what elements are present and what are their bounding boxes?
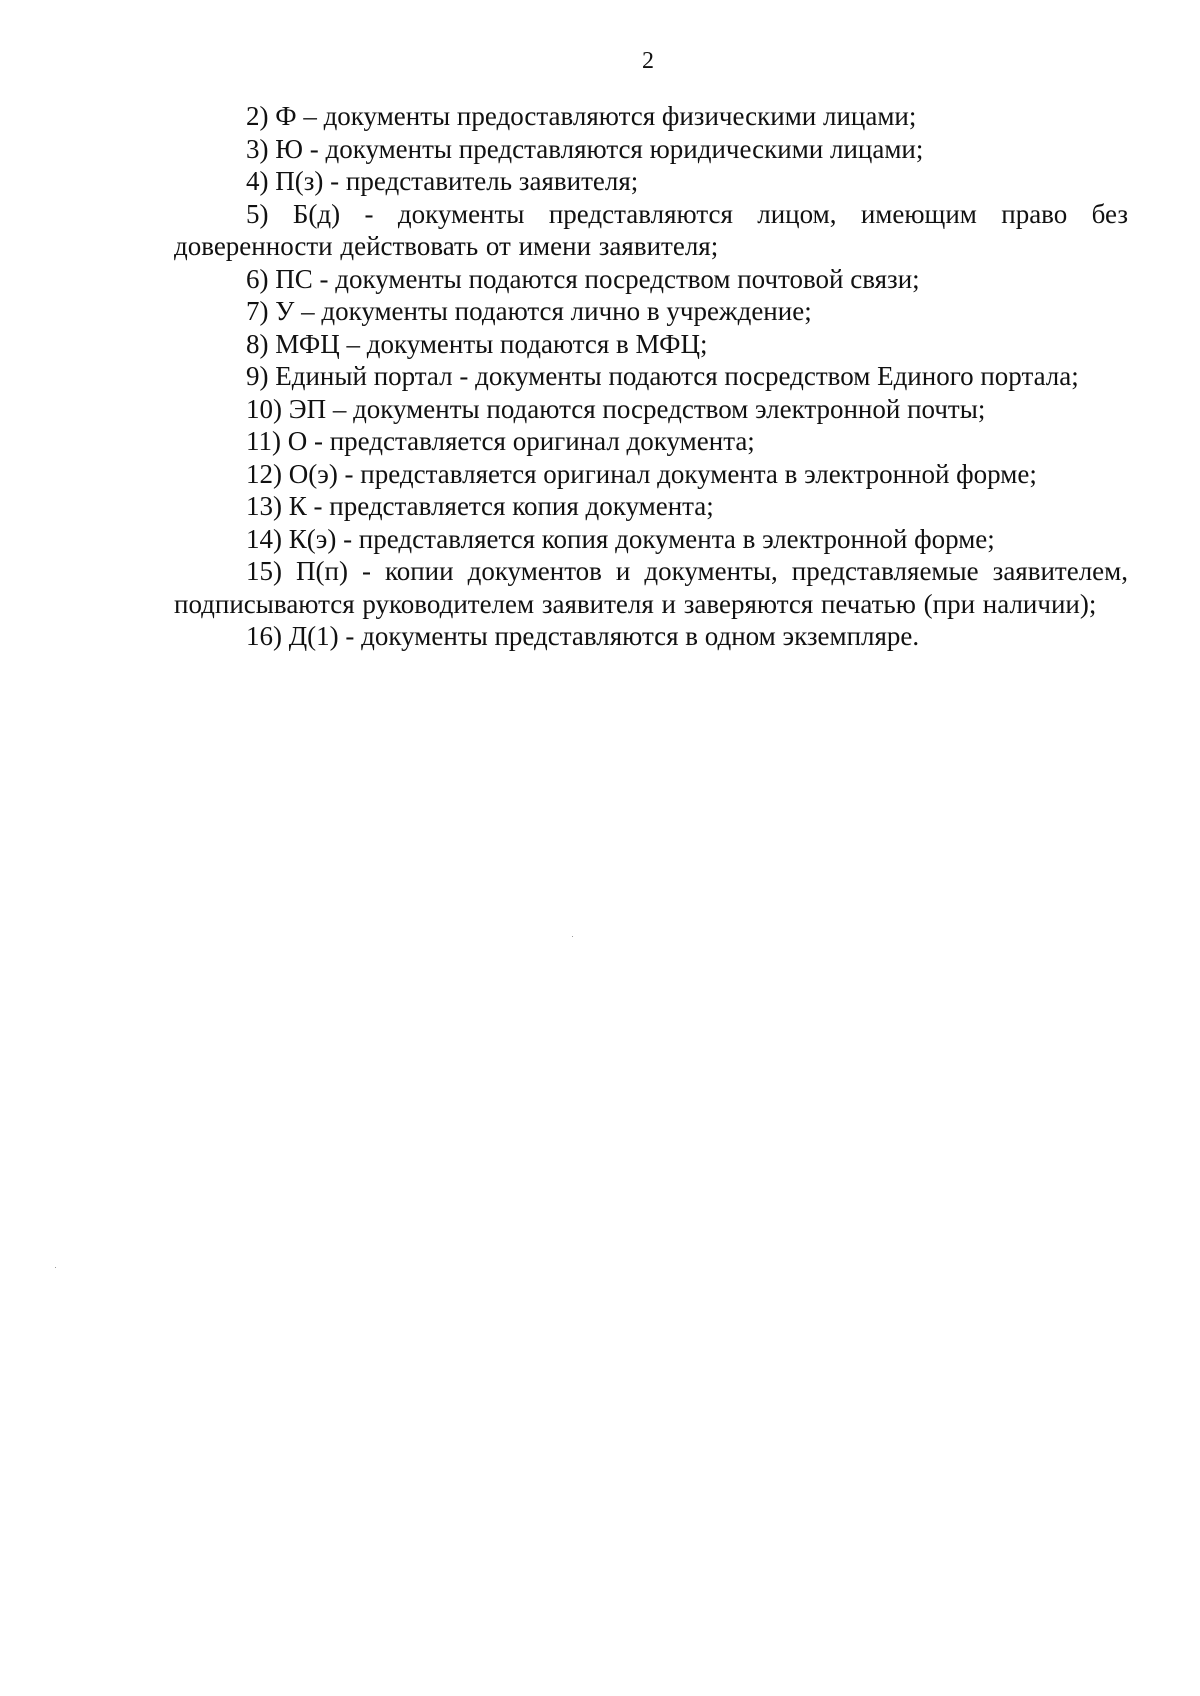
- list-item: 11) О - представляется оригинал документа;: [246, 426, 755, 456]
- list-item: 14) К(э) - представляется копия документа в электронной форме;: [246, 523, 995, 554]
- list-item: 2) Ф – документы предоставляются физическими лицами;: [246, 101, 917, 131]
- list-item: 7) У – документы подаются лично в учреждение;: [246, 296, 812, 326]
- list-item: 12) О(э) - представляется оригинал документа в электронной форме;: [246, 458, 1037, 489]
- list-item: 4) П(з) - представитель заявителя;: [246, 166, 639, 196]
- document-body: [174, 100, 1128, 653]
- list-item: 3) Ю - документы представляются юридическими лицами;: [246, 133, 924, 164]
- list-item: 15) П(п) - копии документов и документы, представляемые заявителем, подписываются руководителем заявителя и заверяются печатью (при наличии);: [174, 556, 1128, 619]
- list-item: 13) К - представляется копия документа;: [246, 491, 714, 521]
- page-number: 2: [642, 48, 654, 74]
- list-item: 9) Единый портал - документы подаются посредством Единого портала;: [246, 361, 1079, 391]
- list-item: 5) Б(д) - документы представляются лицом, имеющим право без доверенности действовать от имени заявителя;: [174, 198, 1128, 261]
- list-item: 10) ЭП – документы подаются посредством электронной почты;: [246, 393, 986, 424]
- list-item: 8) МФЦ – документы подаются в МФЦ;: [246, 328, 708, 359]
- list-item: 16) Д(1) - документы представляются в одном экземпляре.: [246, 621, 920, 651]
- list-item: 6) ПС - документы подаются посредством почтовой связи;: [246, 263, 920, 294]
- scan-speck: [572, 936, 573, 937]
- scan-speck: [55, 1267, 56, 1268]
